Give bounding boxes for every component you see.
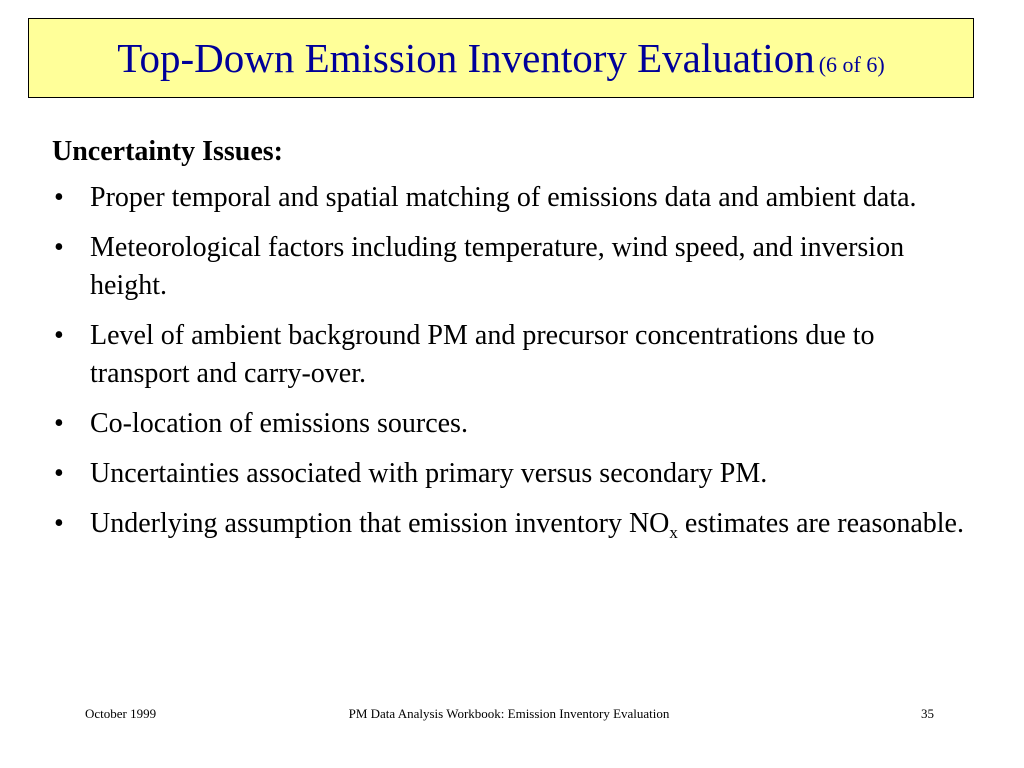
bullet-icon: •	[54, 182, 64, 213]
bullet-item	[52, 455, 972, 493]
bullet-icon: •	[54, 458, 64, 489]
bullet-text: Meteorological factors including temperature, wind speed, and inversion height.	[90, 232, 905, 301]
slide-title-text: Top-Down Emission Inventory Evaluation	[117, 34, 815, 81]
bullet-icon: •	[54, 320, 64, 351]
bullet-text-after: estimates are reasonable.	[677, 508, 964, 539]
slide-title-suffix: (6 of 6)	[818, 51, 885, 77]
bullet-item	[52, 179, 972, 217]
bullet-item	[52, 317, 972, 393]
footer-date: October 1999	[85, 706, 157, 721]
footer-title: PM Data Analysis Workbook: Emission Inventory Evaluation	[348, 706, 670, 721]
bullet-icon: •	[54, 508, 64, 539]
section-heading: Uncertainty Issues:	[52, 136, 283, 167]
bullet-icon: •	[54, 232, 64, 263]
nox-subscript: x	[669, 523, 678, 542]
bullet-icon: •	[54, 408, 64, 439]
bullet-item	[52, 505, 972, 543]
bullet-text: Level of ambient background PM and precursor concentrations due to transport and carry-over.	[90, 320, 875, 389]
title-box	[28, 18, 974, 98]
bullet-text-before: Underlying assumption that emission inventory NO	[90, 508, 670, 539]
page-number: 35	[921, 706, 934, 721]
bullet-text: Proper temporal and spatial matching of emissions data and ambient data.	[90, 182, 917, 213]
bullet-text: Uncertainties associated with primary versus secondary PM.	[90, 458, 768, 489]
bullet-list	[52, 179, 972, 543]
slide-content	[52, 132, 972, 555]
bullet-item	[52, 405, 972, 443]
slide-title	[117, 34, 885, 81]
bullet-text: Co-location of emissions sources.	[90, 408, 468, 439]
bullet-item	[52, 229, 972, 305]
